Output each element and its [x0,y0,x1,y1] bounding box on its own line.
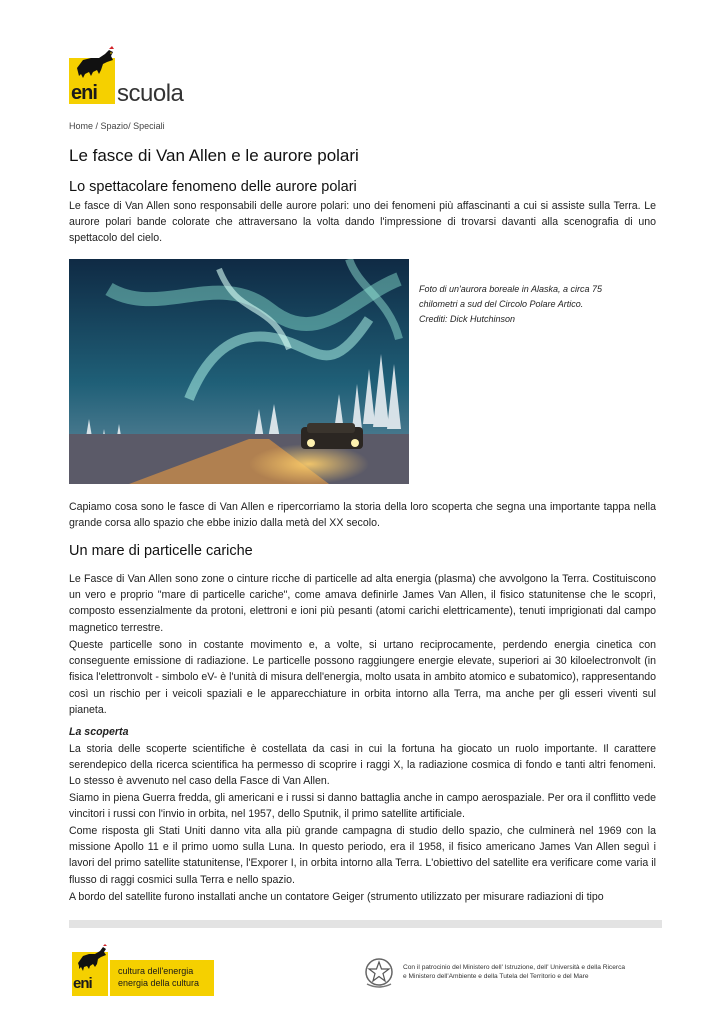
caption-line: chilometri a sud del Circolo Polare Artico. [419,299,584,309]
logo-scuola-text: scuola [117,80,184,107]
patronage-text [403,963,625,981]
breadcrumb-separator: / [93,121,101,131]
risposta-paragraph: Come risposta gli Stati Uniti danno vita alla più grande campagna di studio dello spazio, che culminerà nel 1969 con la missione Apollo 11 e il primo uomo sulla Luna. In questo periodo, era il 1958, il fisico americano James Van Allen seguì i lavori del primo satellite statunitense, l'Exporer I, in orbita intorno alla Terra. L'obiettivo del satellite era verificare come varia il flusso di raggi cosmici sulla Terra e nello spazio. [69,825,656,886]
section-title-aurore: Lo spettacolare fenomeno delle aurore polari [69,179,357,195]
subsection-title-scoperta: La scoperta [69,726,129,738]
patronage-block [363,956,663,992]
footer-tagline [110,960,214,996]
storia-paragraph: La storia delle scoperte scientifiche è costellata da casi in cui la fortuna ha giocato un ruolo importante. Il carattere serendepico della ricerca scientifica ha permesso di scoprire i raggi X, la radiazione cosmica di fondo e tanti altri fenomeni. Lo stesso è avvenuto nel caso della Fasce di Van Allen. [69,743,656,788]
aurora-photo [69,259,409,484]
footer-divider-bar [69,920,662,928]
caption-credits: Crediti: Dick Hutchinson [419,314,516,324]
logo-eni-text: eni [71,82,97,104]
section-title-particelle: Un mare di particelle cariche [69,543,253,559]
intro-paragraph: Le fasce di Van Allen sono responsabili delle aurore polari: uno dei fenomeni più affascinanti a cui si assiste sulla Terra. Le aurore polari bande colorate che attraversano la volta dando l'impressione di trovarsi davanti alla scenografia di uno spettacolo del cielo. [69,200,656,245]
patronage-line: Con il patrocinio del Ministero dell' Istruzione, dell' Università e della Ricerca [403,964,626,971]
tagline-line: energia della cultura [118,978,200,988]
queste-paragraph: Queste particelle sono in costante movimento e, a volte, si urtano reciprocamente, perdendo energia cinetica con conseguente emissione di radiazione. Le particelle possono raggiungere energie elevate, superiori ai 30 kiloelectronvolt (in fisica l'elettronvolt - simbolo eV- è l'unità di misura dell'energia, molto usata in ambito atomico e subatomico), rappresentando così un rischio per i veicoli spaziali e le apparecchiature in orbita intorno alla Terra, ma anche per gli esseri viventi sul pianeta. [69,639,656,716]
breadcrumb-spazio[interactable]: Spazio [100,121,129,131]
breadcrumb [69,121,165,131]
fasce-paragraph: Le Fasce di Van Allen sono zone o cinture ricche di particelle ad alta energia (plasma) che avvolgono la Terra. Costituiscono un vero e proprio "mare di particelle cariche", come amava definirle James Van Allen, il fisico statunitense che le scoprì, composto essenzialmente da protoni, elettroni e ioni più pesanti (atomi carichi elettricamente), tenuti imprigionati dal campo magnetico terrestre. [69,573,656,634]
breadcrumb-speciali[interactable]: Speciali [133,121,165,131]
footer-eni-text: eni [73,975,92,992]
page-title: Le fasce di Van Allen e le aurore polari [69,146,359,165]
caption-line: Foto di un'aurora boreale in Alaska, a circa 75 [419,284,602,294]
breadcrumb-separator: / [128,121,134,131]
siamo-paragraph: Siamo in piena Guerra fredda, gli americani e i russi si danno battaglia anche in campo aerospaziale. Per ora il conflitto vede vincitori i russi con l'invio in orbita, nel 1957, dello Sputnik, il primo satellite artificiale. [69,792,656,821]
eniscuola-logo[interactable] [69,44,189,106]
breadcrumb-home[interactable]: Home [69,121,94,131]
italian-republic-emblem-icon [363,956,395,990]
capiamo-paragraph: Capiamo cosa sono le fasce di Van Allen e ripercorriamo la storia della loro scoperta che segna una importante tappa nella grande corsa allo spazio che ebbe inizio dalla metà del XX secolo. [69,501,656,530]
six-legged-dog-icon [73,46,117,82]
tagline-line: cultura dell'energia [118,966,194,976]
photo-caption [419,282,634,327]
six-legged-dog-icon [75,944,109,974]
footer-eni-logo[interactable] [72,944,214,996]
bordo-paragraph: A bordo del satellite furono installati anche un contatore Geiger (strumento utilizzato per misurare radiazioni di tipo [69,891,604,903]
patronage-line: e Ministero dell'Ambiente e della Tutela del Territorio e del Mare [403,973,589,980]
